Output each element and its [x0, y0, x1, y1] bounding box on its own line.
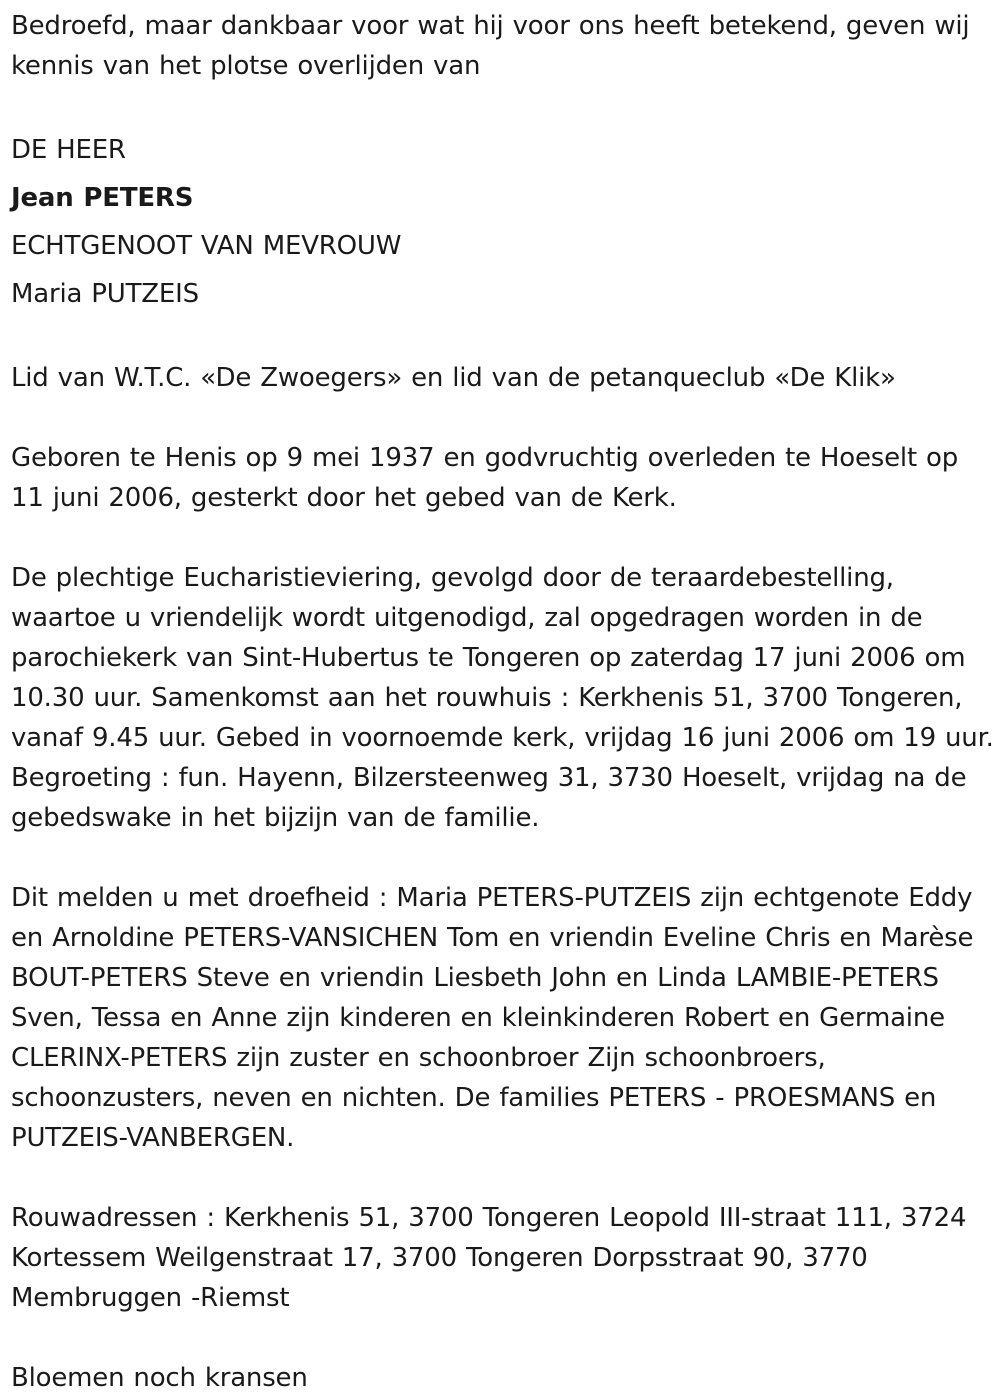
family-paragraph: Dit melden u met droefheid : Maria PETERS-PUTZEIS zijn echtgenote Eddy en Arnoldine PETERS-VANSICHEN Tom en vriendin Eveline Chris en Marèse BOUT-PETERS Steve en vriendin Liesbeth John en Linda LAMBIE-PETERS Sven, Tessa en Anne zijn kinderen en kleinkinderen Robert en Germaine CLERINX-PETERS zijn zuster en schoonbroer Zijn schoonbroers, schoonzusters, neven en nichten. De families PETERS - PROESMANS en PUTZEIS-VANBERGEN.: [11, 883, 974, 1153]
addresses-paragraph: Rouwadressen : Kerkhenis 51, 3700 Tongeren Leopold III-straat 111, 3724 Kortessem Weilgenstraat 17, 3700 Tongeren Dorpsstraat 90, 3770 Membruggen -Riemst: [11, 1203, 967, 1313]
spacer: [11, 1318, 1000, 1358]
honorific: DE HEER: [11, 135, 126, 165]
spacer: [11, 86, 1000, 126]
spouse-name: Maria PUTZEIS: [11, 279, 199, 309]
spacer: [11, 318, 1000, 358]
ceremony-paragraph: De plechtige Eucharistieviering, gevolgd door de teraardebestelling, waartoe u vriendelijk wordt uitgenodigd, zal opgedragen worden in de parochiekerk van Sint-Hubertus te Tongeren op zaterdag 17 juni 2006 om 10.30 uur. Samenkomst aan het rouwhuis : Kerkhenis 51, 3700 Tongeren, vanaf 9.45 uur. Gebed in voornoemde kerk, vrijdag 16 juni 2006 om 19 uur. Begroeting : fun. Hayenn, Bilzersteenweg 31, 3730 Hoeselt, vrijdag na de gebedswake in het bijzijn van de familie.: [11, 563, 994, 833]
intro-paragraph: Bedroefd, maar dankbaar voor wat hij voor ons heeft betekend, geven wij kennis van het plotse overlijden van: [11, 11, 970, 81]
closing-line: Bloemen noch kransen: [11, 1363, 308, 1393]
deceased-name: Jean PETERS: [11, 183, 194, 213]
spacer: [11, 838, 1000, 878]
spacer: [11, 398, 1000, 438]
birth-death-paragraph: Geboren te Henis op 9 mei 1937 en godvruchtig overleden te Hoeselt op 11 juni 2006, gesterkt door het gebed van de Kerk.: [11, 443, 959, 513]
spacer: [11, 518, 1000, 558]
membership-paragraph: Lid van W.T.C. «De Zwoegers» en lid van de petanqueclub «De Klik»: [11, 363, 896, 393]
spouse-title: ECHTGENOOT VAN MEVROUW: [11, 231, 402, 261]
spacer: [11, 1158, 1000, 1198]
